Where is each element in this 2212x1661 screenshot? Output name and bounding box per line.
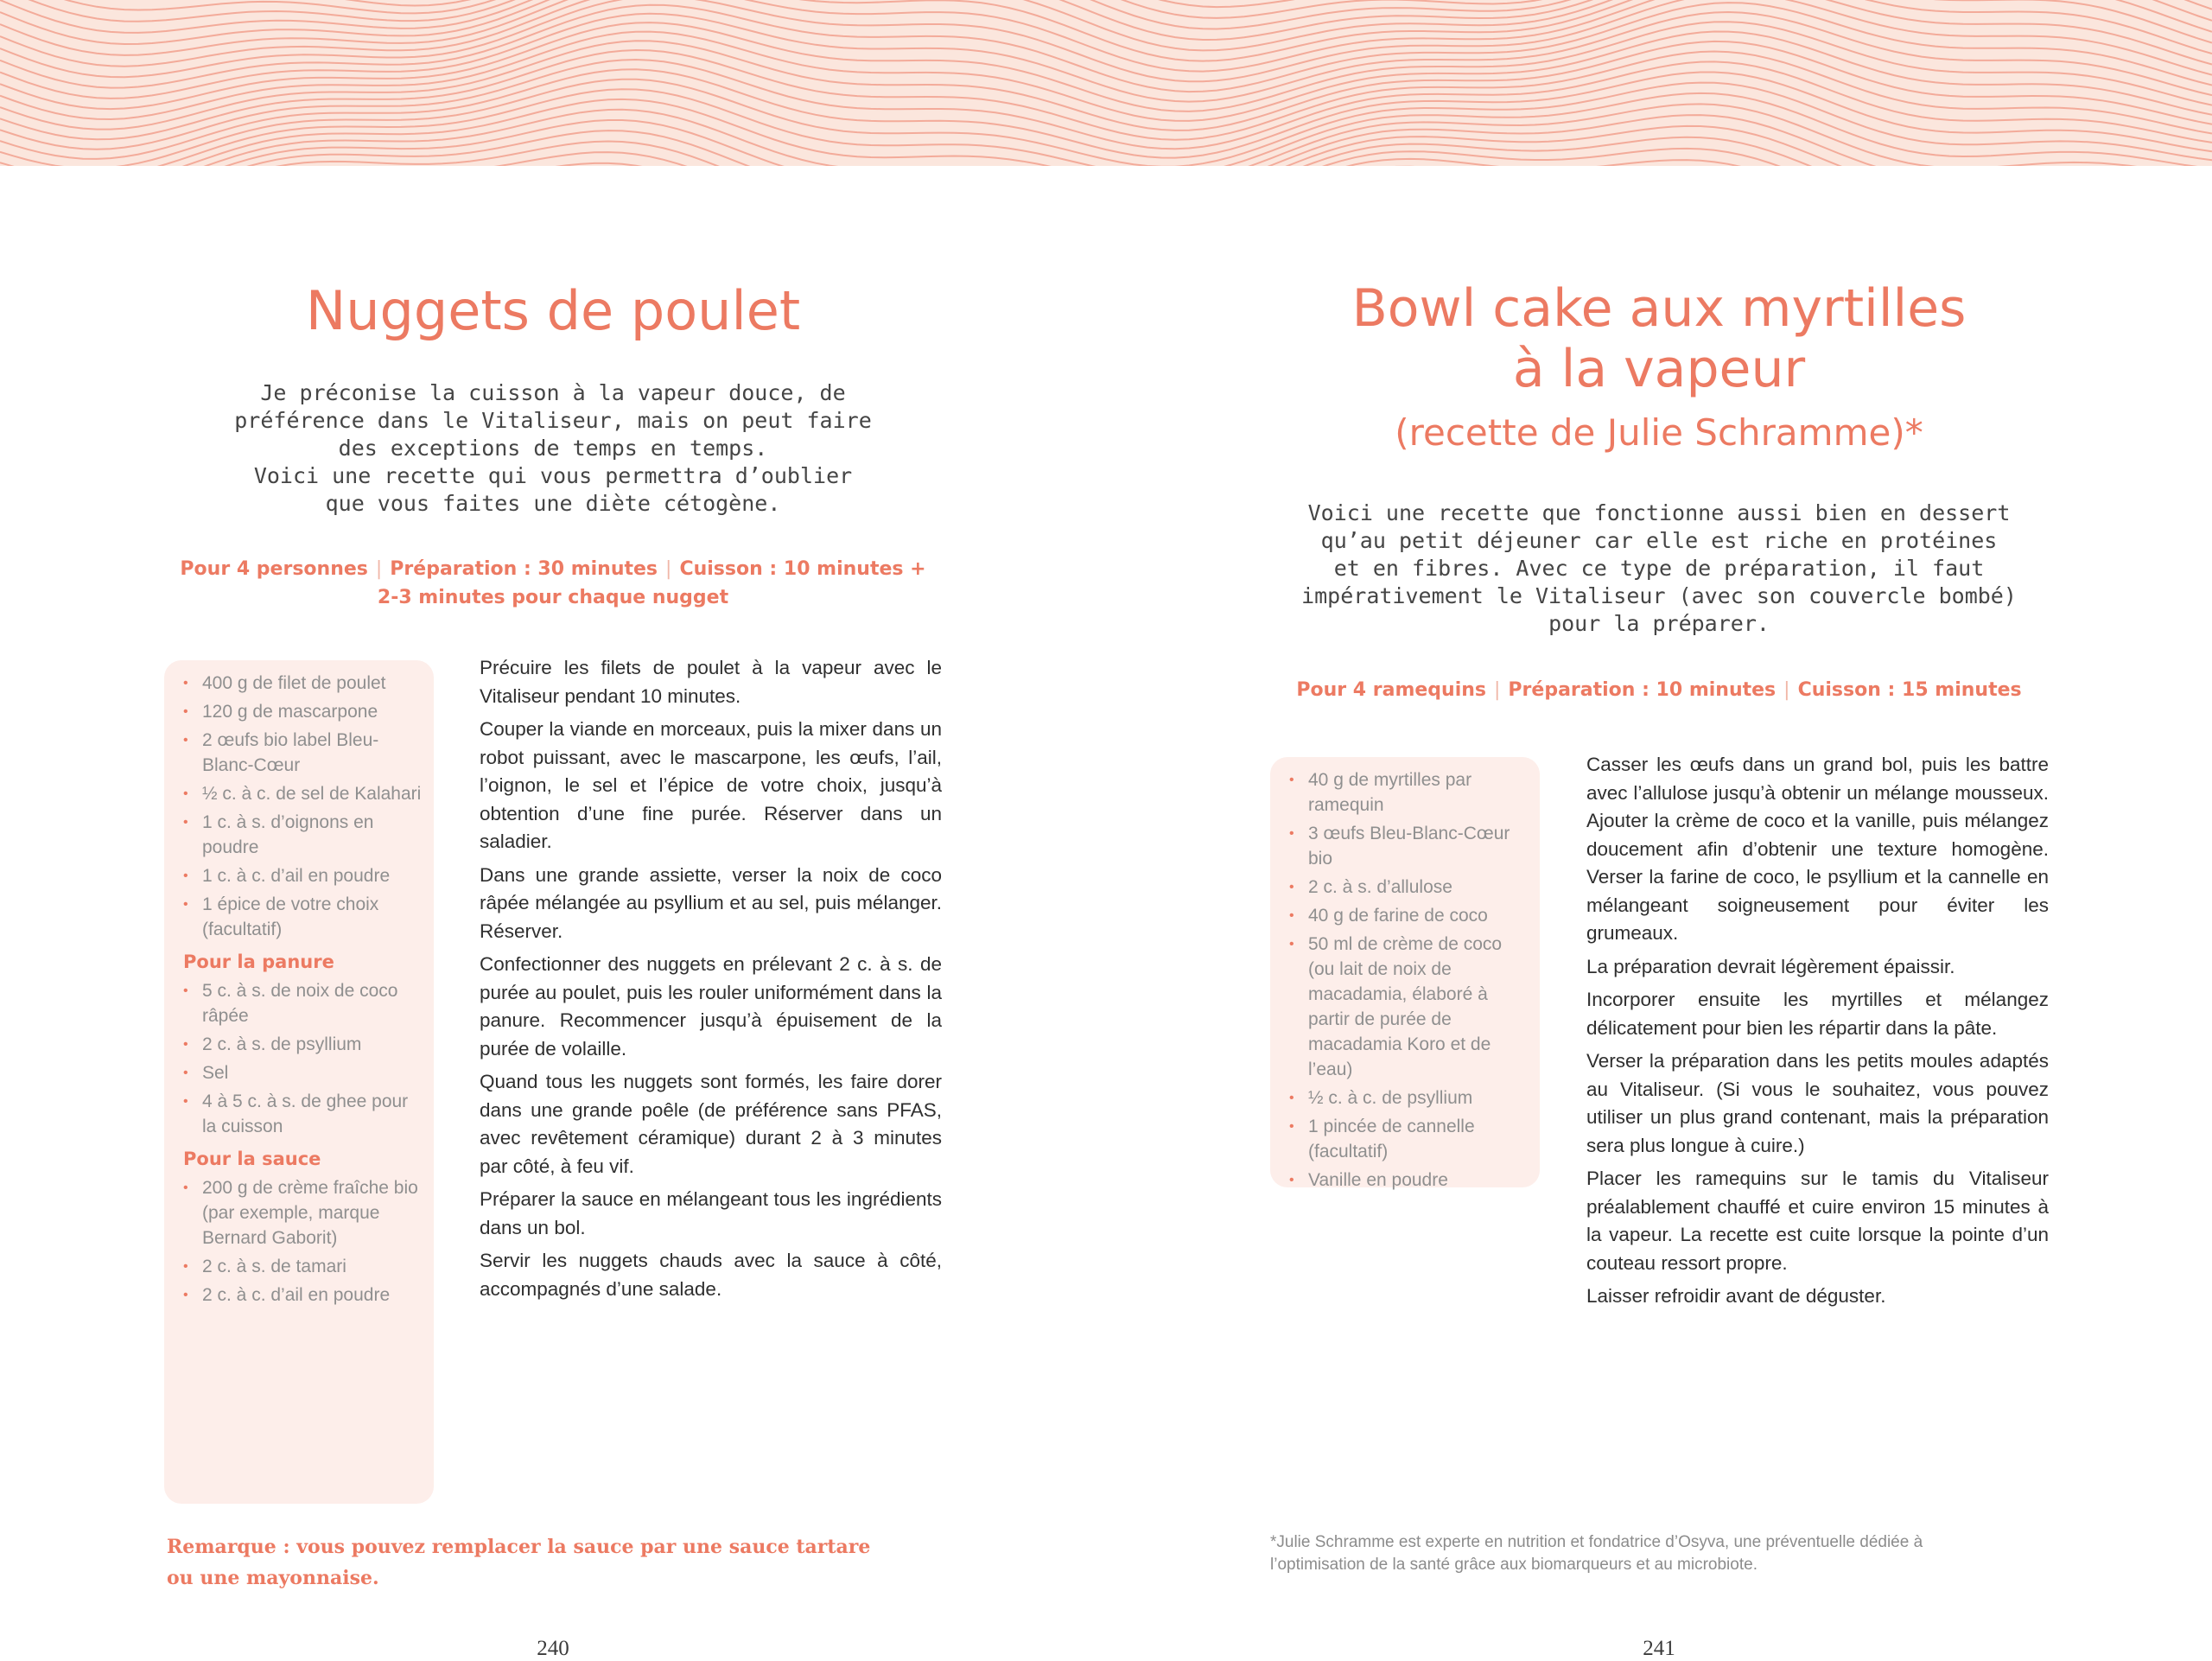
intro-line: Je préconise la cuisson à la vapeur douce, de — [260, 380, 846, 405]
wave-pattern — [0, 0, 2212, 166]
wave-line — [0, 99, 2212, 166]
servings: Pour 4 ramequins — [1296, 679, 1486, 701]
separator: | — [1783, 679, 1790, 701]
ingredient-item: • 200 g de crème fraîche bio (par exemple, marque Bernard Gaborit) — [183, 1175, 422, 1251]
recipe-meta — [1106, 676, 2212, 704]
step-paragraph: Précuire les filets de poulet à la vapeur avec le Vitaliseur pendant 10 minutes. — [480, 657, 942, 707]
wave-line — [0, 22, 2212, 111]
ingredients-box — [1270, 757, 1540, 1190]
left-page — [0, 166, 1106, 1660]
intro-line: impérativement le Vitaliseur (avec son couvercle bombé) — [1301, 583, 2017, 608]
intro-line: et en fibres. Avec ce type de préparation, il faut — [1333, 556, 1985, 581]
intro-line: préférence dans le Vitaliseur, mais on peut faire — [234, 408, 872, 433]
prep-time: Préparation : 10 minutes — [1508, 679, 1777, 701]
step-paragraph: La préparation devrait légèrement épaissir. — [1586, 955, 1955, 977]
intro-line: que vous faites une diète cétogène. — [325, 491, 781, 516]
panure-list — [183, 978, 422, 1139]
ingredient-item: • ½ c. à c. de sel de Kalahari — [183, 781, 422, 806]
recipe-meta — [0, 555, 1106, 612]
footnote — [1270, 1531, 2048, 1576]
recipe-note — [167, 1531, 944, 1594]
ingredient-item: • Vanille en poudre — [1289, 1168, 1528, 1193]
recipe-steps — [480, 654, 942, 1308]
decorative-wave-band — [0, 0, 2212, 166]
separator: | — [1494, 679, 1501, 701]
cook-time: Cuisson : 15 minutes — [1797, 679, 2022, 701]
ingredient-item: • 400 g de filet de poulet — [183, 671, 422, 696]
ingredient-item: • 40 g de farine de coco — [1289, 903, 1528, 928]
ingredient-item: • Sel — [183, 1060, 422, 1085]
sauce-list — [183, 1175, 422, 1308]
ingredient-item: • 1 pincée de cannelle (facultatif) — [1289, 1114, 1528, 1164]
step-paragraph: Quand tous les nuggets sont formés, les faire dorer dans une grande poêle (de préférence sans PFAS, avec revêtement céramique) durant 2 à 3 minutes par côté, à feu vif. — [480, 1071, 942, 1177]
ingredient-item: • 2 œufs bio label Bleu-Blanc-Cœur — [183, 728, 422, 778]
ingredient-list — [1289, 767, 1528, 1193]
step-paragraph: Casser les œufs dans un grand bol, puis les battre avec l’allulose jusqu’à obtenir un mélange mousseux. Ajouter la crème de coco et la vanille, puis mélangez doucement afin d’obtenir une texture homogène. Verser la farine de coco, le psyllium et la cannelle en mélangeant soigneusement pour éviter les grumeaux. — [1586, 754, 2049, 944]
ingredient-item: • ½ c. à c. de psyllium — [1289, 1085, 1528, 1111]
page-number: 240 — [537, 1637, 569, 1660]
ingredient-item: • 2 c. à s. d’allulose — [1289, 875, 1528, 900]
ingredient-item: • 1 épice de votre choix (facultatif) — [183, 892, 422, 942]
title-line: Bowl cake aux myrtilles — [1351, 278, 1967, 339]
recipe-title: Nuggets de poulet — [305, 279, 801, 342]
meta-line — [0, 555, 1106, 583]
ingredient-item: • 2 c. à s. de psyllium — [183, 1032, 422, 1057]
recipe-subtitle: (recette de Julie Schramme)* — [1395, 411, 1923, 454]
cook-time: Cuisson : 10 minutes + — [679, 558, 926, 580]
recipe-title — [1106, 278, 2212, 399]
ingredient-list — [183, 671, 422, 942]
servings: Pour 4 personnes — [180, 558, 368, 580]
cook-time-extra: 2-3 minutes pour chaque nugget — [377, 587, 729, 608]
footnote-line: l’optimisation de la santé grâce aux biomarqueurs et au microbiote. — [1270, 1556, 1758, 1574]
intro-line: Voici une recette que fonctionne aussi bien en dessert — [1307, 500, 2011, 525]
right-page — [1106, 166, 2212, 1660]
step-paragraph: Incorporer ensuite les myrtilles et mélangez délicatement pour bien les répartir dans la pâte. — [1586, 989, 2049, 1039]
recipe-intro — [164, 379, 942, 518]
ingredient-item: • 2 c. à c. d’ail en poudre — [183, 1282, 422, 1308]
title-line: à la vapeur — [1512, 339, 1806, 399]
step-paragraph: Verser la préparation dans les petits moules adaptés au Vitaliseur. (Si vous le souhaitez, vous pouvez utiliser un plus grand contenant, mais la préparation sera plus longue à cuire.) — [1586, 1050, 2049, 1156]
recipe-steps — [1586, 751, 2049, 1316]
intro-line: des exceptions de temps en temps. — [338, 436, 768, 461]
recipe-intro — [1244, 500, 2074, 638]
intro-line: Voici une recette qui vous permettra d’oublier — [253, 463, 853, 488]
ingredient-item: • 40 g de myrtilles par ramequin — [1289, 767, 1528, 818]
ingredients-box — [164, 660, 434, 1504]
separator: | — [375, 558, 383, 580]
step-paragraph: Préparer la sauce en mélangeant tous les ingrédients dans un bol. — [480, 1188, 942, 1238]
panure-heading: Pour la panure — [183, 951, 334, 972]
note-line: ou une mayonnaise. — [167, 1567, 379, 1589]
ingredient-item: • 120 g de mascarpone — [183, 699, 422, 724]
intro-line: pour la préparer. — [1548, 611, 1770, 636]
step-paragraph: Confectionner des nuggets en prélevant 2 c. à s. de purée au poulet, puis les rouler uniformément dans la panure. Recommencer jusqu’à épuisement de la purée de volaille. — [480, 953, 942, 1060]
sauce-heading: Pour la sauce — [183, 1149, 321, 1169]
prep-time: Préparation : 30 minutes — [390, 558, 658, 580]
separator: | — [665, 558, 672, 580]
step-paragraph: Dans une grande assiette, verser la noix de coco râpée mélangée au psyllium et au sel, puis mélanger. Réserver. — [480, 863, 942, 942]
ingredient-item: • 5 c. à s. de noix de coco râpée — [183, 978, 422, 1028]
intro-line: qu’au petit déjeuner car elle est riche en protéines — [1320, 528, 1998, 553]
step-paragraph: Couper la viande en morceaux, puis la mixer dans un robot puissant, avec le mascarpone, les œufs, l’ail, l’oignon, le sel et l’épice de votre choix, jusqu’à obtention d’une fine purée. Réserver dans un saladier. — [480, 718, 942, 852]
step-paragraph: Placer les ramequins sur le tamis du Vitaliseur préalablement chauffé et cuire environ 15 minutes à la vapeur. La recette est cuite lorsque la pointe d’un couteau ressort propre. — [1586, 1168, 2049, 1274]
page-number: 241 — [1643, 1637, 1675, 1660]
ingredient-item: • 4 à 5 c. à s. de ghee pour la cuisson — [183, 1089, 422, 1139]
step-paragraph: Laisser refroidir avant de déguster. — [1586, 1285, 1886, 1307]
note-line: Remarque : vous pouvez remplacer la sauce par une sauce tartare — [167, 1536, 871, 1558]
footnote-line: *Julie Schramme est experte en nutrition et fondatrice d’Osyva, une préventuelle dédiée à — [1270, 1533, 1923, 1551]
ingredient-item: • 1 c. à s. d’oignons en poudre — [183, 810, 422, 860]
ingredient-item: • 1 c. à c. d’ail en poudre — [183, 863, 422, 888]
step-paragraph: Servir les nuggets chauds avec la sauce à côté, accompagnés d’une salade. — [480, 1250, 942, 1300]
wave-line — [0, 60, 2212, 150]
ingredient-item: • 50 ml de crème de coco (ou lait de noix de macadamia, élaboré à partir de purée de macadamia Koro et de l’eau) — [1289, 932, 1528, 1082]
ingredient-item: • 3 œufs Bleu-Blanc-Cœur bio — [1289, 821, 1528, 871]
ingredient-item: • 2 c. à s. de tamari — [183, 1254, 422, 1279]
